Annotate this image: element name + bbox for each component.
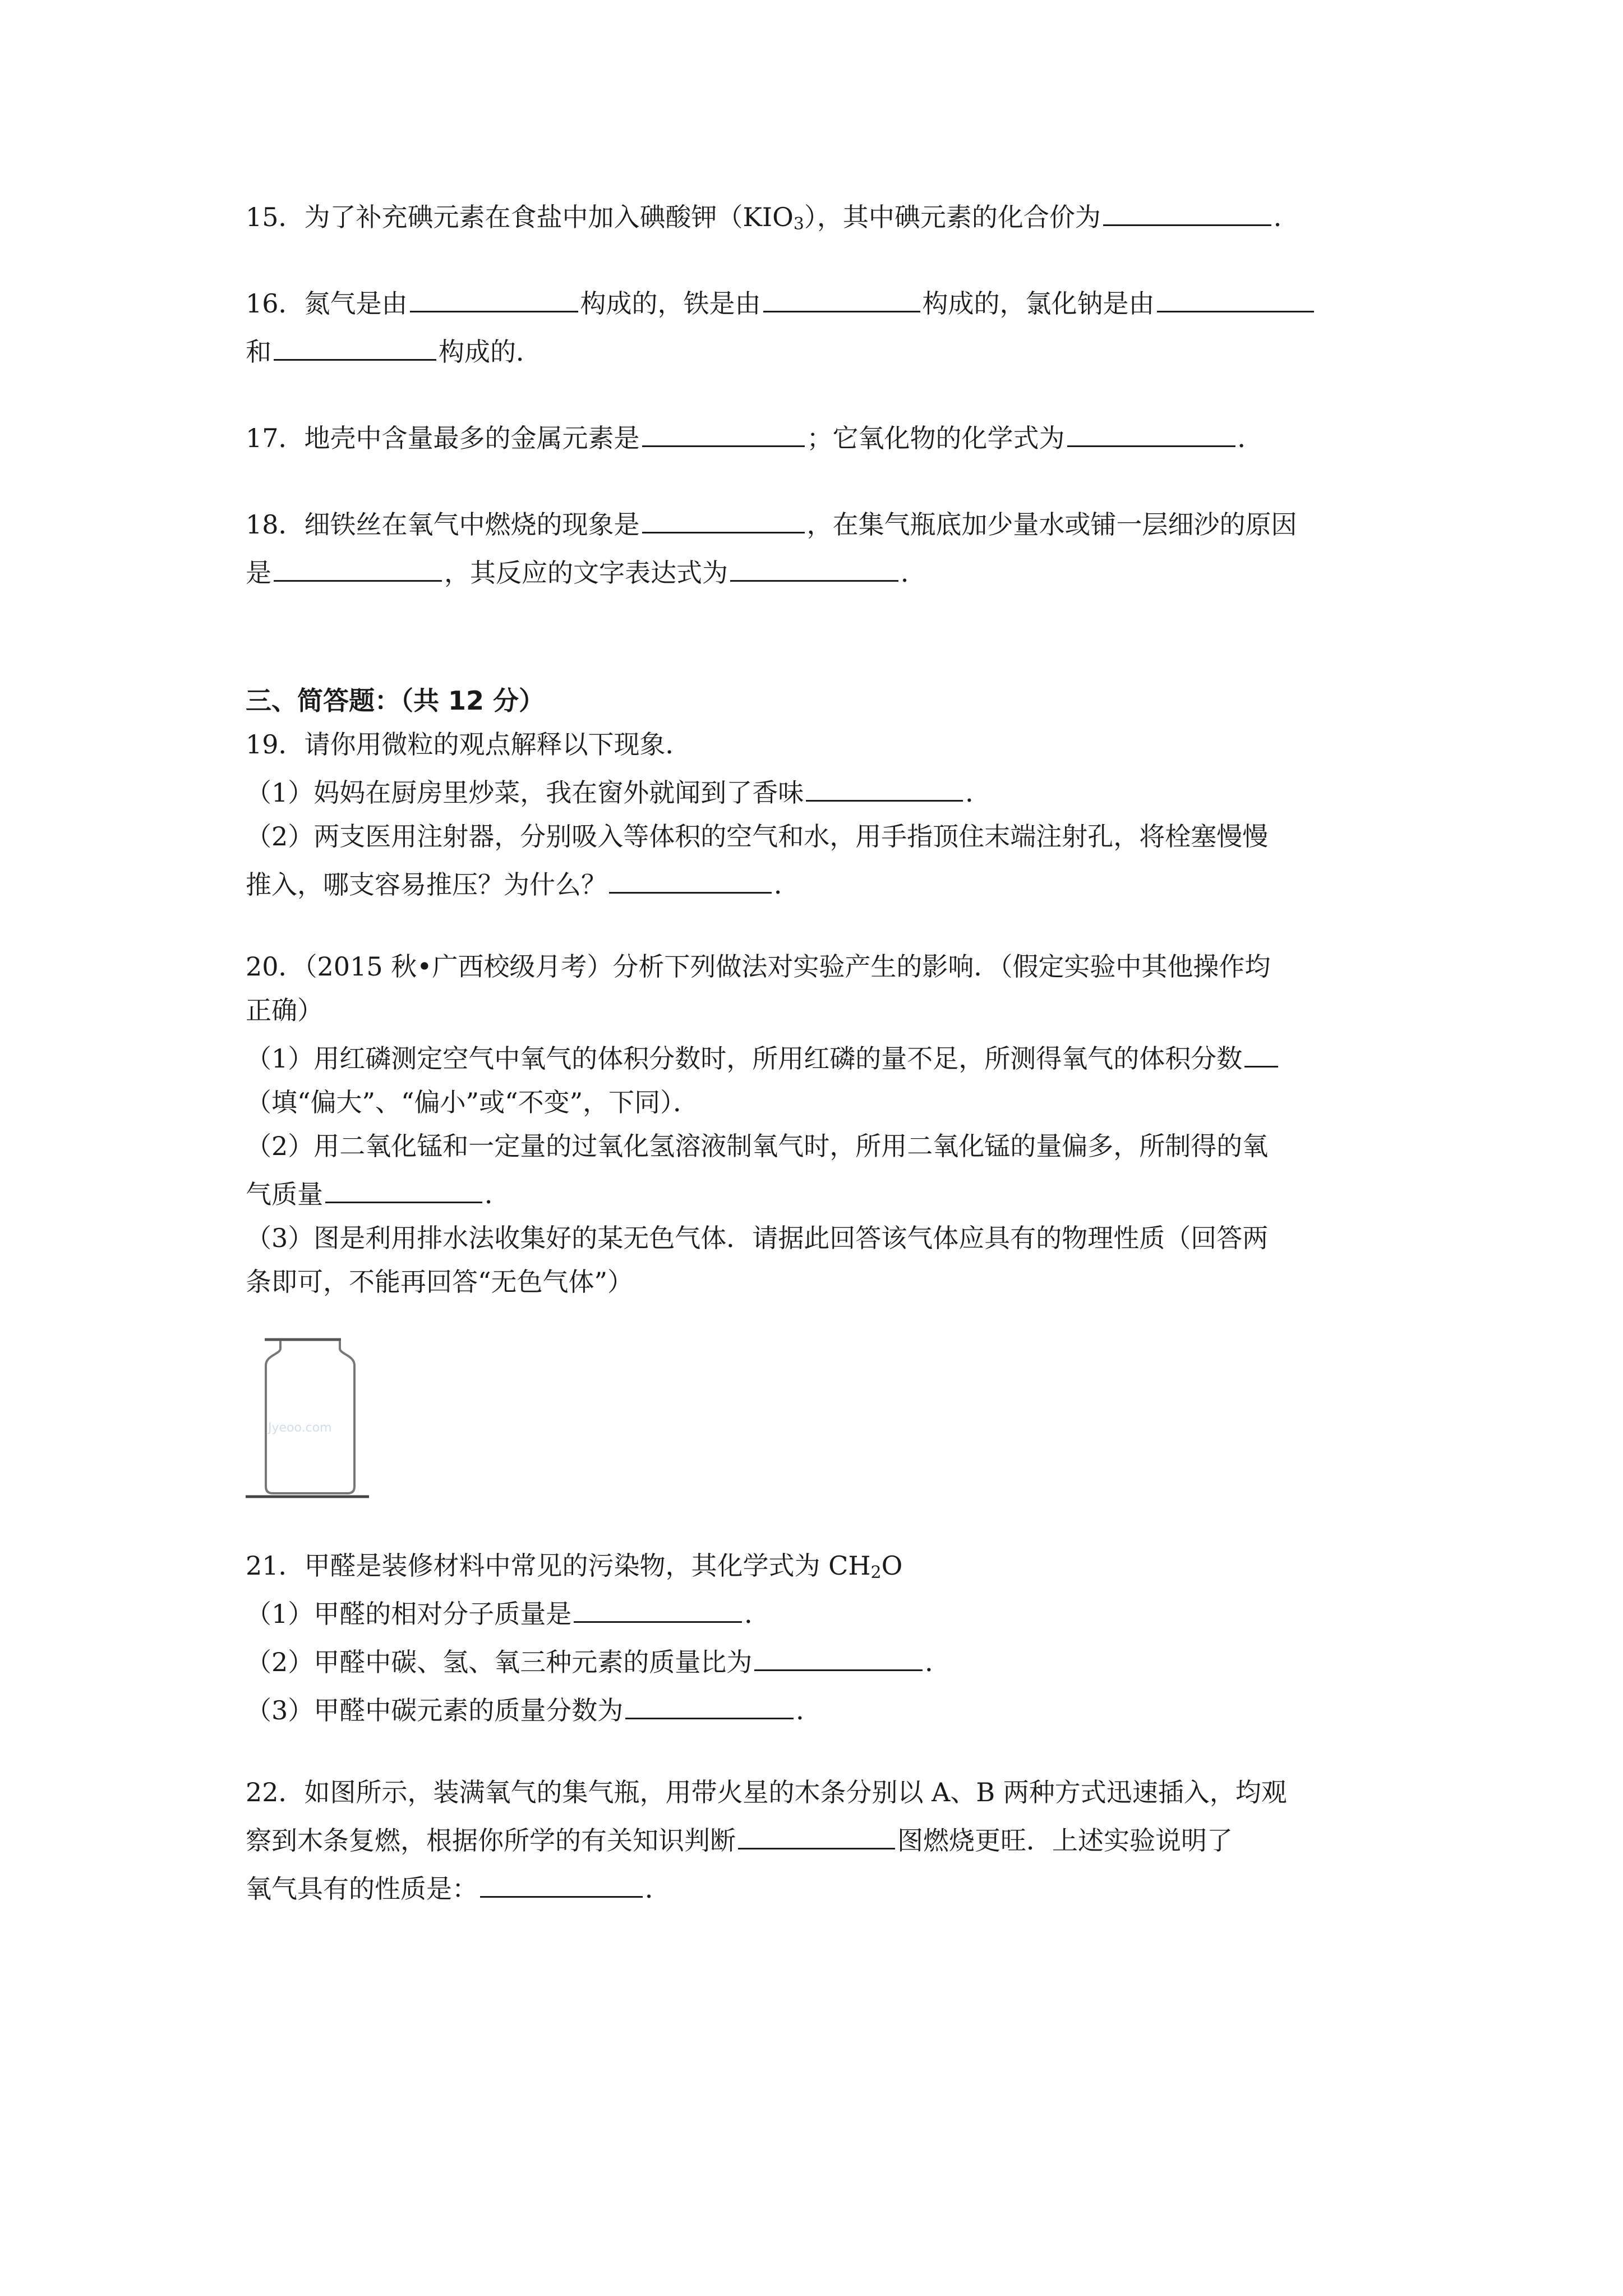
figure-watermark: Jyeoo.com	[268, 1421, 332, 1435]
q22-text-c: 图燃烧更旺．上述实验说明了	[897, 1825, 1233, 1856]
q19-part-2-line-1: （2）两支医用注射器，分别吸入等体积的空气和水，用手指顶住末端注射孔，将栓塞慢慢	[246, 821, 1269, 852]
question-19	[246, 723, 1390, 907]
q18-text-b: ，在集气瓶底加少量水或铺一层细沙的原因	[806, 509, 1297, 540]
question-18	[246, 498, 1390, 595]
q19-part-1-text: （1）妈妈在厨房里炒菜，我在窗外就闻到了香味	[246, 777, 804, 808]
gas-jar-figure	[246, 1331, 391, 1504]
q17-text-a: 17．地壳中含量最多的金属元素是	[246, 423, 640, 453]
question-16-line-1	[246, 277, 1390, 325]
q19-part-1	[246, 766, 1390, 815]
q21-blank-3[interactable]	[625, 1684, 794, 1719]
q16-blank-3[interactable]	[1157, 277, 1314, 312]
q21-part-2-end: ．	[925, 1647, 951, 1677]
q15-text-b: ），其中碘元素的化合价为	[804, 202, 1101, 232]
question-15-line	[246, 191, 1390, 239]
section-3-title: 三、简答题：（共 12 分）	[246, 685, 545, 716]
q21-part-2	[246, 1636, 1390, 1684]
question-17-line	[246, 412, 1390, 460]
q20-part-1-line-1	[246, 1032, 1390, 1080]
q22-text-d: 氧气具有的性质是：	[246, 1874, 478, 1904]
q19-part-1-end: ．	[965, 777, 992, 808]
q18-text-d: ，其反应的文字表达式为	[444, 558, 728, 588]
q22-line-3	[246, 1862, 1390, 1911]
q15-end: ．	[1273, 202, 1299, 232]
q18-text-e: ．	[901, 558, 926, 588]
q22-blank-1[interactable]	[738, 1814, 895, 1849]
q21-stem	[246, 1544, 1390, 1588]
q15-answer-blank[interactable]	[1103, 191, 1271, 226]
q16-text-c: 构成的，氯化钠是由	[922, 288, 1155, 319]
gas-jar-outline	[266, 1341, 354, 1493]
q19-part-2-text: 推入，哪支容易推压？为什么？	[246, 869, 607, 900]
q18-blank-1[interactable]	[642, 498, 805, 533]
q19-blank-1[interactable]	[806, 766, 963, 802]
q20-blank-2[interactable]	[325, 1168, 482, 1203]
q20-part-1-text: （1）用红磷测定空气中氧气的体积分数时，所用红磷的量不足，所测得氧气的体积分数	[246, 1043, 1243, 1074]
q17-text-c: ．	[1237, 423, 1264, 453]
q21-blank-1[interactable]	[574, 1588, 742, 1623]
question-21	[246, 1544, 1390, 1732]
q16-text-e: 构成的．	[439, 337, 542, 367]
q16-text-a: 16．氮气是由	[246, 288, 408, 319]
q16-blank-1[interactable]	[410, 277, 578, 312]
q20-part-2-text: 气质量	[246, 1179, 323, 1209]
q21-part-1-text: （1）甲醛的相对分子质量是	[246, 1599, 572, 1629]
q20-stem-line-2: 正确）	[246, 995, 323, 1025]
q16-blank-2[interactable]	[763, 277, 920, 312]
question-17	[246, 412, 1390, 460]
q21-stem-subscript: 2	[870, 1563, 882, 1582]
q20-part-2-line-1: （2）用二氧化锰和一定量的过氧化氢溶液制氧气时，所用二氧化锰的量偏多，所制得的氧	[246, 1131, 1269, 1161]
q19-part-2-line-2	[246, 858, 1390, 907]
question-16-line-2	[246, 325, 1390, 374]
q18-blank-2[interactable]	[274, 546, 442, 582]
q18-blank-3[interactable]	[730, 546, 898, 582]
q16-text-b: 构成的，铁是由	[580, 288, 761, 319]
q21-part-3-end: ．	[796, 1695, 822, 1726]
q21-part-2-text: （2）甲醛中碳、氢、氧三种元素的质量比为	[246, 1647, 753, 1677]
q20-part-1-line-2: （填“偏大”、“偏小”或“不变”，下同）．	[246, 1087, 699, 1117]
q18-text-a: 18．细铁丝在氧气中燃烧的现象是	[246, 509, 640, 540]
q19-stem: 19．请你用微粒的观点解释以下现象．	[246, 729, 691, 760]
q17-blank-1[interactable]	[642, 412, 805, 447]
q20-stem-line-1: 20．（2015 秋•广西校级月考）分析下列做法对实验产生的影响．（假定实验中其他操作均	[246, 951, 1271, 982]
q22-blank-2[interactable]	[480, 1862, 643, 1898]
q22-line-2	[246, 1814, 1390, 1862]
q22-line-1: 22．如图所示，装满氧气的集气瓶，用带火星的木条分别以 A、B 两种方式迅速插入，均观	[246, 1777, 1287, 1807]
q21-part-3-text: （3）甲醛中碳元素的质量分数为	[246, 1695, 624, 1726]
q19-part-2-end: ．	[774, 869, 800, 900]
q17-text-b: ；它氧化物的化学式为	[806, 423, 1065, 453]
question-18-line-2	[246, 546, 1390, 595]
question-20	[246, 945, 1390, 1504]
q21-stem-text: 21．甲醛是装修材料中常见的污染物，其化学式为 CH	[246, 1550, 871, 1581]
exam-page	[246, 191, 1390, 1949]
q21-stem-end: O	[881, 1550, 903, 1581]
q20-part-2-line-2	[246, 1168, 1390, 1216]
q22-text-b: 察到木条复燃，根据你所学的有关知识判断	[246, 1825, 736, 1856]
q19-blank-2[interactable]	[609, 858, 772, 894]
q20-part-3-line-2: 条即可，不能再回答“无色气体”）	[246, 1267, 634, 1297]
question-22	[246, 1770, 1390, 1911]
q15-subscript: 3	[793, 214, 804, 234]
q15-text-a: 15．为了补充碘元素在食盐中加入碘酸钾（KIO	[246, 202, 794, 232]
q21-part-1-end: ．	[744, 1599, 771, 1629]
q16-blank-4[interactable]	[274, 325, 436, 361]
q21-part-3	[246, 1684, 1390, 1732]
q20-blank-1[interactable]	[1244, 1032, 1278, 1068]
question-15	[246, 191, 1390, 239]
question-16	[246, 277, 1390, 374]
q17-blank-2[interactable]	[1067, 412, 1235, 447]
q20-part-2-end: ．	[485, 1179, 510, 1209]
q21-blank-2[interactable]	[754, 1636, 923, 1671]
q21-part-1	[246, 1588, 1390, 1636]
q20-part-3-line-1: （3）图是利用排水法收集好的某无色气体．请据此回答该气体应具有的物理性质（回答两	[246, 1223, 1269, 1253]
q16-text-d: 和	[246, 337, 271, 367]
question-18-line-1	[246, 498, 1390, 546]
q18-text-c: 是	[246, 558, 271, 588]
q22-text-e: ．	[645, 1874, 671, 1904]
